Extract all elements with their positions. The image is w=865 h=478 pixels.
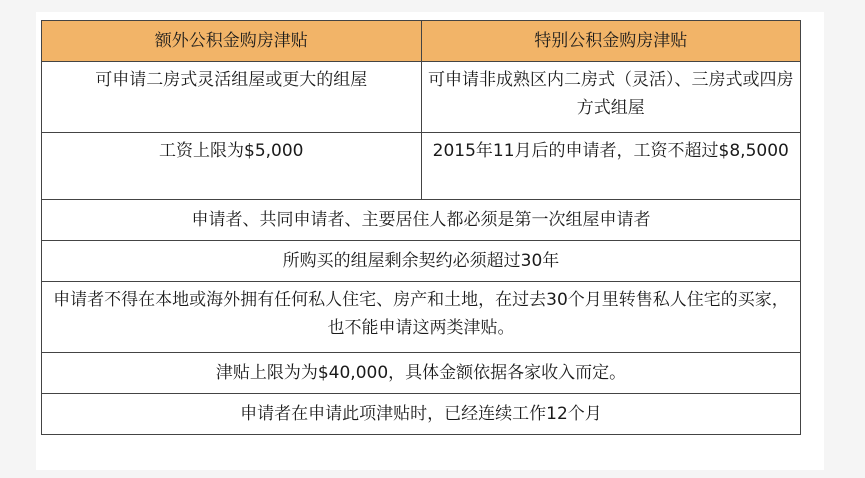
table-cell: 申请者在申请此项津贴时，已经连续工作12个月 [42, 394, 801, 435]
housing-grant-table [41, 20, 801, 435]
table-cell: 所购买的组屋剩余契约必须超过30年 [42, 241, 801, 282]
table-cell: 申请者、共同申请者、主要居住人都必须是第一次组屋申请者 [42, 200, 801, 241]
table-cell: 可申请二房式灵活组屋或更大的组屋 [42, 62, 422, 133]
table-row [42, 282, 801, 353]
table-cell: 2015年11月后的申请者，工资不超过$8,5000 [421, 133, 801, 200]
table-row [42, 394, 801, 435]
table-cell: 申请者不得在本地或海外拥有任何私人住宅、房产和土地，在过去30个月里转售私人住宅的买家，也不能申请这两类津贴。 [42, 282, 801, 353]
table-row [42, 200, 801, 241]
table-cell: 工资上限为$5,000 [42, 133, 422, 200]
table-row [42, 241, 801, 282]
table-header-row [42, 21, 801, 62]
header-extra-grant: 额外公积金购房津贴 [42, 21, 422, 62]
table-row [42, 353, 801, 394]
table-cell: 可申请非成熟区内二房式（灵活）、三房式或四房方式组屋 [421, 62, 801, 133]
header-special-grant: 特别公积金购房津贴 [421, 21, 801, 62]
table-row [42, 133, 801, 200]
table-row [42, 62, 801, 133]
table-cell: 津贴上限为为$40,000，具体金额依据各家收入而定。 [42, 353, 801, 394]
content-card [36, 12, 824, 470]
